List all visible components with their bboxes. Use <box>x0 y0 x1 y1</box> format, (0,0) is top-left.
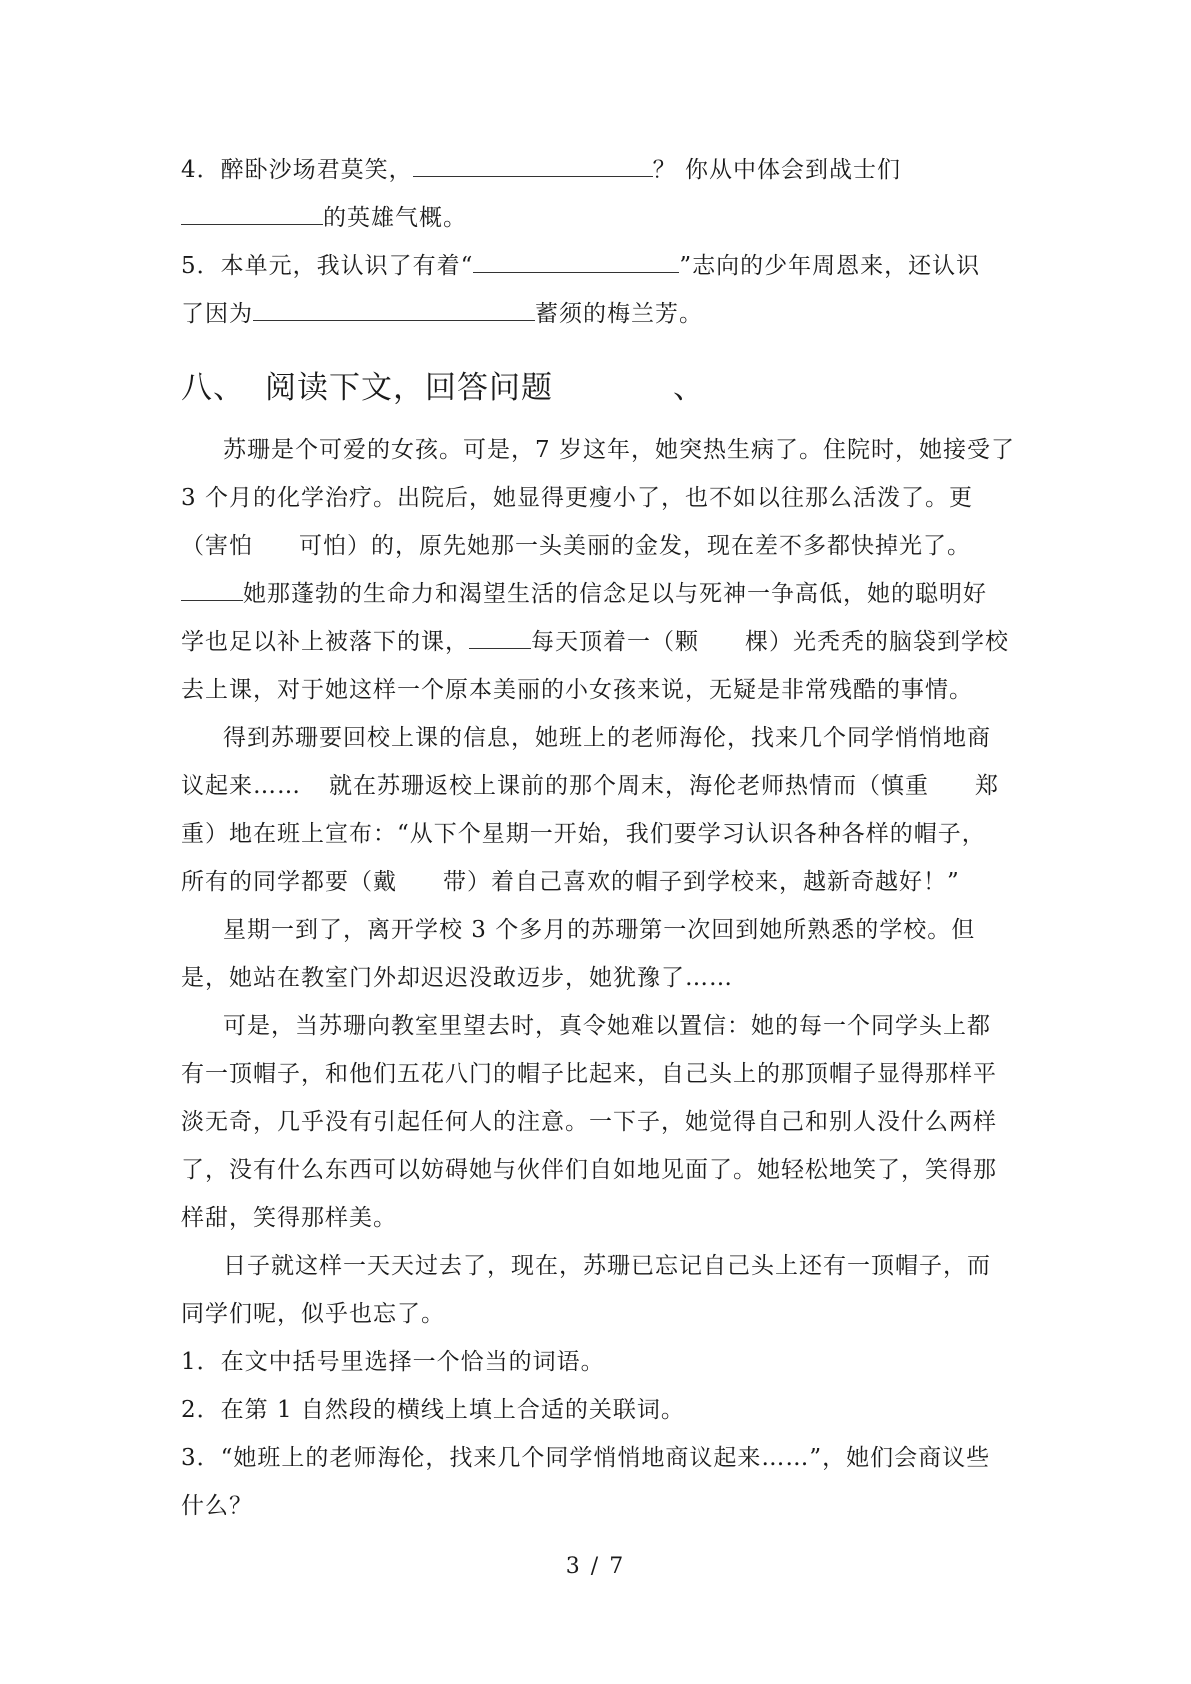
q5-text-start: 了因为 <box>181 301 253 327</box>
passage-line <box>181 714 1013 762</box>
passage-line <box>181 1194 1013 1242</box>
passage-line <box>181 762 1013 810</box>
passage-text: 就在苏珊返校上课前的那个周末，海伦老师热情而（慎重 <box>329 773 929 799</box>
passage-line <box>181 858 1013 906</box>
passage-line <box>181 1242 1013 1290</box>
question-text: 3．“她班上的老师海伦，找来几个同学悄悄地商议起来……”，她们会商议些 <box>181 1445 991 1471</box>
q4-text: 4．醉卧沙场君莫笑， <box>181 157 413 183</box>
question-text: 什么？ <box>181 1493 253 1519</box>
q4-text-cont: ？ 你从中体会到战士们 <box>652 157 901 183</box>
passage-text: 议起来…… <box>181 773 301 799</box>
question-1 <box>181 1338 1013 1386</box>
passage-text: 重）地在班上宣布：“从下个星期一开始，我们要学习认识各种各样的帽子， <box>181 821 986 847</box>
passage-line <box>181 426 1013 474</box>
passage-line <box>181 618 1013 666</box>
passage-text: 淡无奇，几乎没有引起任何人的注意。一下子，她觉得自己和别人没什么两样 <box>181 1109 997 1135</box>
passage-line <box>181 810 1013 858</box>
passage-text: 有一顶帽子，和他们五花八门的帽子比起来，自己头上的那顶帽子显得那样平 <box>181 1061 997 1087</box>
choice-option: 所有的同学都要（戴 <box>181 869 397 895</box>
choice-option: 每天顶着一（颗 <box>531 629 699 655</box>
q5-line-1 <box>181 242 1013 290</box>
passage-text: 了，没有什么东西可以妨碍她与伙伴们自如地见面了。她轻松地笑了，笑得那 <box>181 1157 997 1183</box>
q5-text-end: 蓄须的梅兰芳。 <box>535 301 703 327</box>
passage-text: 同学们呢，似乎也忘了。 <box>181 1301 445 1327</box>
section-title: 阅读下文，回答问题 <box>265 370 553 406</box>
q4-blank-2[interactable] <box>181 204 323 225</box>
question-text: 2．在第 1 自然段的横线上填上合适的关联词。 <box>181 1397 685 1423</box>
passage-line <box>181 906 1013 954</box>
section-number: 八、 <box>181 370 245 406</box>
passage-text: 星期一到了，离开学校 3 个多月的苏珊第一次回到她所熟悉的学校。但 <box>223 917 976 943</box>
passage-text: 棵）光秃秃的脑袋到学校 <box>745 629 1009 655</box>
question-3 <box>181 1434 1013 1482</box>
q5-text-cont: ”志向的少年周恩来，还认识 <box>679 253 981 279</box>
page-content <box>181 146 1013 1530</box>
q5-blank-2[interactable] <box>253 300 535 321</box>
question-2 <box>181 1386 1013 1434</box>
passage-text: 可怕）的，原先她那一头美丽的金发，现在差不多都快掉光了。 <box>299 533 971 559</box>
q4-line-2 <box>181 194 1013 242</box>
question-3-cont <box>181 1482 1013 1530</box>
q5-text: 5．本单元，我认识了有着“ <box>181 253 474 279</box>
q5-line-2 <box>181 290 1013 338</box>
passage-text: 日子就这样一天天过去了，现在，苏珊已忘记自己头上还有一顶帽子，而 <box>223 1253 991 1279</box>
passage-text: 带）着自己喜欢的帽子到学校来，越新奇越好！” <box>443 869 960 895</box>
passage-text: 学也足以补上被落下的课， <box>181 629 469 655</box>
passage-line <box>181 954 1013 1002</box>
passage-text: 她那蓬勃的生命力和渴望生活的信念足以与死神一争高低，她的聪明好 <box>243 581 987 607</box>
passage-line <box>181 1002 1013 1050</box>
section-heading <box>181 354 1013 422</box>
page-number: 3 / 7 <box>565 1554 626 1579</box>
q4-text-end: 的英雄气概。 <box>323 205 467 231</box>
passage-text: 样甜，笑得那样美。 <box>181 1205 397 1231</box>
conjunction-blank-2[interactable] <box>469 628 531 649</box>
passage-line <box>181 522 1013 570</box>
choice-option: 郑 <box>975 773 999 799</box>
passage-line <box>181 570 1013 618</box>
choice-option: （害怕 <box>181 533 253 559</box>
question-list <box>181 1338 1013 1530</box>
q4-line-1 <box>181 146 1013 194</box>
q4-blank-1[interactable] <box>413 156 653 177</box>
passage-text: 可是，当苏珊向教室里望去时，真令她难以置信：她的每一个同学头上都 <box>223 1013 991 1039</box>
reading-passage <box>181 426 1013 1338</box>
passage-line <box>181 474 1013 522</box>
passage-text: 3 个月的化学治疗。出院后，她显得更瘦小了，也不如以往那么活泼了。更 <box>181 485 973 511</box>
question-text: 1．在文中括号里选择一个恰当的词语。 <box>181 1349 605 1375</box>
passage-line <box>181 666 1013 714</box>
passage-line <box>181 1290 1013 1338</box>
section-tail-mark: 、 <box>673 370 705 406</box>
passage-line <box>181 1146 1013 1194</box>
passage-text: 是，她站在教室门外却迟迟没敢迈步，她犹豫了…… <box>181 965 733 991</box>
passage-text: 去上课，对于她这样一个原本美丽的小女孩来说，无疑是非常残酷的事情。 <box>181 677 973 703</box>
passage-text: 苏珊是个可爱的女孩。可是，7 岁这年，她突热生病了。住院时，她接受了 <box>223 437 1015 463</box>
passage-text: 得到苏珊要回校上课的信息，她班上的老师海伦，找来几个同学悄悄地商 <box>223 725 991 751</box>
conjunction-blank-1[interactable] <box>181 580 243 601</box>
passage-line <box>181 1050 1013 1098</box>
passage-line <box>181 1098 1013 1146</box>
q5-blank-1[interactable] <box>473 252 679 273</box>
